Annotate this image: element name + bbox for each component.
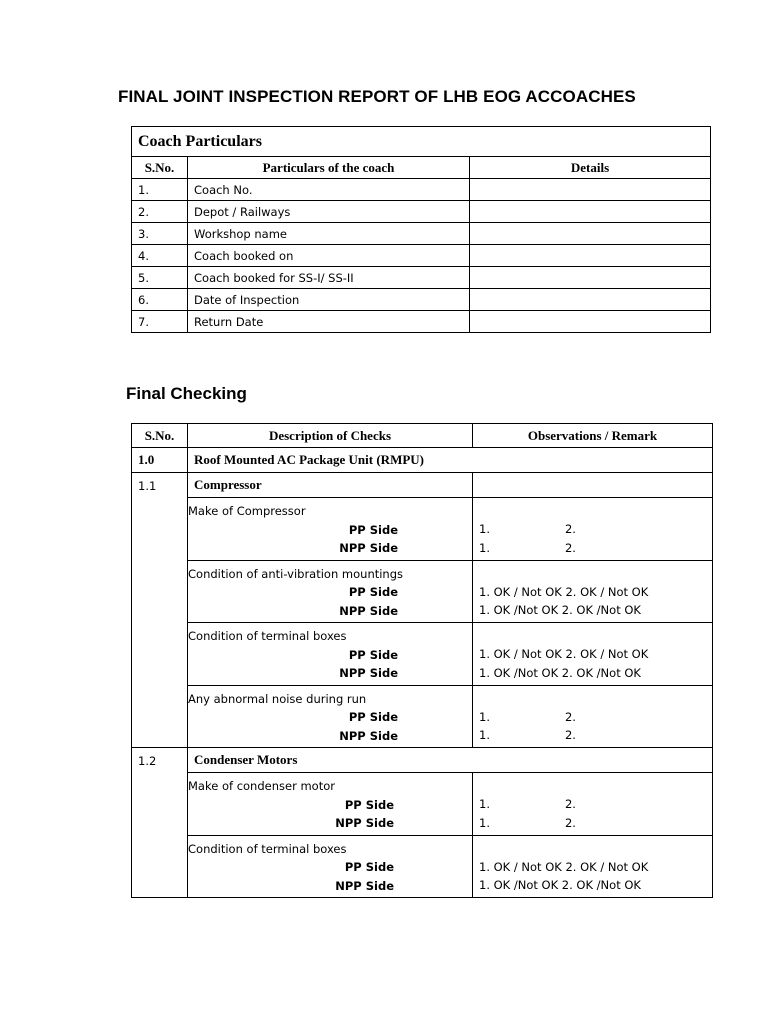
- check-observation[interactable]: [473, 623, 713, 686]
- check-description: [188, 685, 473, 748]
- table-row: [132, 179, 711, 201]
- npp-observation: 1. OK /Not OK 2. OK /Not OK: [479, 603, 641, 618]
- col-details: Details: [470, 157, 711, 179]
- col-particulars: Particulars of the coach: [188, 157, 470, 179]
- pp-observation: 1. 2.: [479, 709, 576, 724]
- row-particular: Coach No.: [188, 179, 470, 201]
- pp-observation: 1. OK / Not OK 2. OK / Not OK: [479, 859, 649, 874]
- section-row: [132, 448, 713, 473]
- check-description: [188, 560, 473, 623]
- check-label: Condition of terminal boxes: [188, 841, 347, 856]
- subsection-row: [132, 748, 713, 773]
- row-particular: Return Date: [188, 311, 470, 333]
- check-observation[interactable]: [473, 498, 713, 561]
- col-sno: S.No.: [132, 424, 188, 448]
- row-sno: 3.: [132, 223, 188, 245]
- subsection-sno: 1.2: [132, 748, 188, 898]
- table-row: [132, 311, 711, 333]
- row-details-cell[interactable]: [470, 223, 711, 245]
- row-details-cell[interactable]: [470, 245, 711, 267]
- final-checking-title: Final Checking: [126, 384, 247, 403]
- check-description: [188, 773, 473, 836]
- col-description: Description of Checks: [188, 424, 473, 448]
- pp-side-label: PP Side: [348, 710, 398, 724]
- section-name: Roof Mounted AC Package Unit (RMPU): [188, 448, 713, 473]
- check-label: Any abnormal noise during run: [188, 691, 367, 706]
- table-row: [132, 289, 711, 311]
- col-sno: S.No.: [132, 157, 188, 179]
- npp-side-label: NPP Side: [339, 603, 398, 618]
- check-row: [132, 773, 713, 836]
- final-checking-table: [131, 423, 713, 898]
- npp-observation: 1. 2.: [479, 728, 576, 743]
- pp-observation: 1. 2.: [479, 797, 576, 812]
- check-row: [132, 623, 713, 686]
- pp-observation: 1. 2.: [479, 522, 576, 537]
- subsection-name: Compressor: [188, 473, 473, 498]
- check-description: [188, 623, 473, 686]
- row-details-cell[interactable]: [470, 201, 711, 223]
- npp-side-label: NPP Side: [339, 728, 398, 743]
- pp-side-label: PP Side: [348, 522, 398, 537]
- check-label: Make of Compressor: [188, 504, 306, 518]
- npp-observation: 1. OK /Not OK 2. OK /Not OK: [479, 665, 641, 680]
- pp-side-label: PP Side: [348, 585, 398, 599]
- npp-side-label: NPP Side: [335, 816, 394, 830]
- row-details-cell[interactable]: [470, 311, 711, 333]
- coach-particulars-table: [131, 126, 711, 333]
- table-row: [132, 267, 711, 289]
- npp-observation: 1. 2.: [479, 540, 576, 555]
- check-row: [132, 685, 713, 748]
- section-sno: 1.0: [132, 448, 188, 473]
- check-observation[interactable]: [473, 685, 713, 748]
- check-observation[interactable]: [473, 773, 713, 836]
- col-observations: Observations / Remark: [473, 424, 713, 448]
- npp-observation: 1. OK /Not OK 2. OK /Not OK: [479, 878, 641, 893]
- subsection-name: Condenser Motors: [188, 748, 713, 773]
- pp-side-label: PP Side: [344, 797, 394, 812]
- row-sno: 5.: [132, 267, 188, 289]
- check-observation[interactable]: [473, 835, 713, 898]
- subsection-obs-cell: [473, 473, 713, 498]
- row-details-cell[interactable]: [470, 267, 711, 289]
- report-title: FINAL JOINT INSPECTION REPORT OF LHB EOG ACCOACHES: [118, 87, 636, 106]
- row-sno: 4.: [132, 245, 188, 267]
- row-sno: 6.: [132, 289, 188, 311]
- row-particular: Workshop name: [188, 223, 470, 245]
- row-particular: Depot / Railways: [188, 201, 470, 223]
- check-label: Condition of terminal boxes: [188, 629, 347, 643]
- check-row: [132, 560, 713, 623]
- pp-side-label: PP Side: [344, 860, 394, 874]
- row-details-cell[interactable]: [470, 179, 711, 201]
- pp-observation: 1. OK / Not OK 2. OK / Not OK: [479, 584, 649, 599]
- table-row: [132, 201, 711, 223]
- subsection-sno: 1.1: [132, 473, 188, 748]
- row-particular: Coach booked for SS-I/ SS-II: [188, 267, 470, 289]
- table-row: [132, 223, 711, 245]
- table-row: [132, 245, 711, 267]
- row-sno: 1.: [132, 179, 188, 201]
- check-observation[interactable]: [473, 560, 713, 623]
- npp-side-label: NPP Side: [335, 878, 394, 893]
- check-label: Condition of anti-vibration mountings: [188, 566, 404, 581]
- row-particular: Date of Inspection: [188, 289, 470, 311]
- npp-observation: 1. 2.: [479, 815, 576, 830]
- check-description: [188, 498, 473, 561]
- check-row: [132, 835, 713, 898]
- coach-particulars-header: Coach Particulars: [132, 127, 711, 157]
- row-sno: 7.: [132, 311, 188, 333]
- row-details-cell[interactable]: [470, 289, 711, 311]
- subsection-row: [132, 473, 713, 498]
- check-row: [132, 498, 713, 561]
- npp-side-label: NPP Side: [339, 666, 398, 680]
- pp-side-label: PP Side: [348, 647, 398, 662]
- row-particular: Coach booked on: [188, 245, 470, 267]
- npp-side-label: NPP Side: [339, 541, 398, 555]
- row-sno: 2.: [132, 201, 188, 223]
- check-label: Make of condenser motor: [188, 779, 335, 793]
- check-description: [188, 835, 473, 898]
- pp-observation: 1. OK / Not OK 2. OK / Not OK: [479, 647, 649, 662]
